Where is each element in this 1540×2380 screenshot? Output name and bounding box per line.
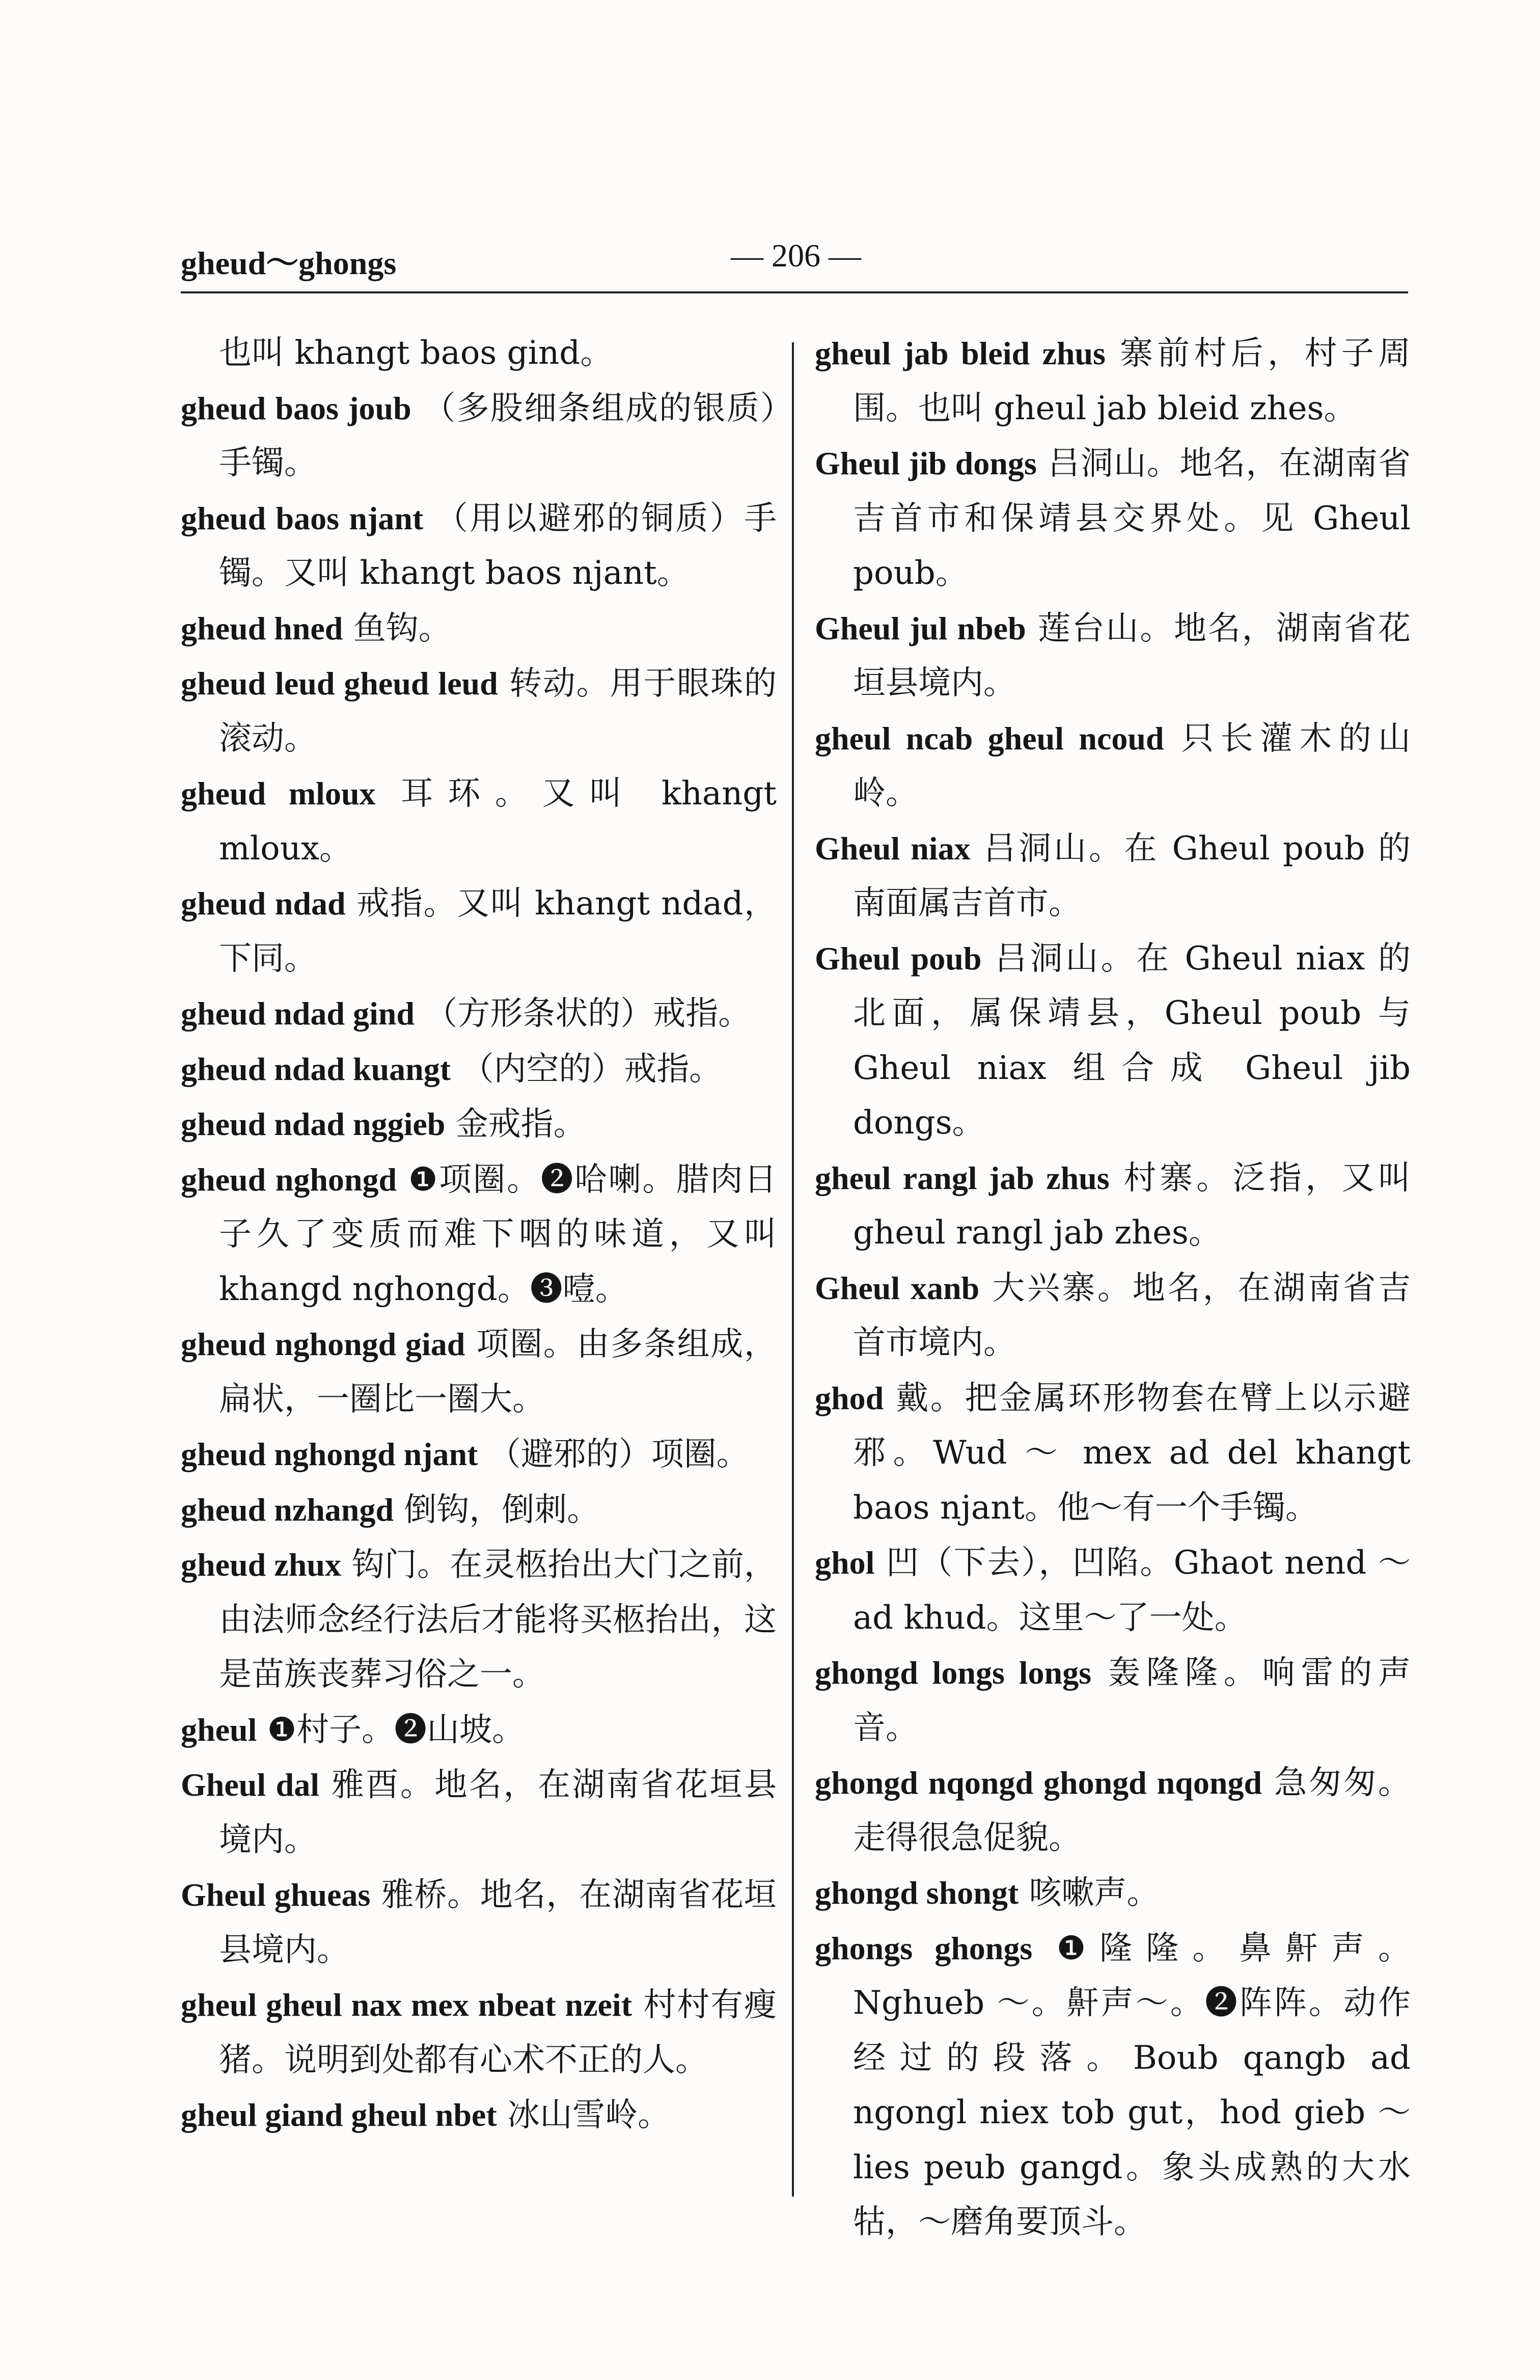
entry-headword: gheud baos joub — [181, 390, 411, 426]
entry-definition: 转动。用于眼珠的滚动。 — [219, 665, 777, 758]
entry-headword: gheud nghongd — [181, 1161, 397, 1198]
dictionary-entry — [181, 491, 777, 601]
entry-definition: 戒指。又叫 khangt ndad，下同。 — [219, 885, 777, 978]
entry-headword: Gheul poub — [815, 940, 982, 977]
entry-headword: Gheul jib dongs — [815, 445, 1037, 481]
entry-headword: ghod — [815, 1380, 884, 1416]
entry-headword: Gheul xanb — [815, 1269, 980, 1306]
dictionary-entry — [181, 1152, 777, 1317]
dictionary-entry — [181, 1427, 777, 1482]
dictionary-entry — [181, 1482, 777, 1538]
running-head: gheud～ghongs — [181, 245, 397, 281]
dictionary-entry — [181, 326, 777, 381]
entry-definition: 雅酉。地名，在湖南省花垣县境内。 — [219, 1766, 777, 1859]
entry-headword: gheul jab bleid zhus — [815, 335, 1106, 371]
entry-headword: gheud hned — [181, 610, 343, 646]
entry-definition: ❶项圈。❷哈喇。腊肉日子久了变质而难下咽的味道，又叫 khangd nghongd。❸噎。 — [219, 1160, 777, 1308]
entry-headword: gheud nzhangd — [181, 1491, 394, 1528]
entry-definition: （方形条状的）戒指。 — [425, 995, 751, 1033]
dictionary-entry — [181, 986, 777, 1042]
entry-definition: 莲台山。地名，湖南省花垣县境内。 — [853, 609, 1411, 702]
entry-definition: 吕洞山。在 Gheul poub 的南面属吉首市。 — [853, 829, 1411, 922]
entry-headword: gheud nghongd giad — [181, 1326, 465, 1362]
dictionary-entry — [181, 1537, 777, 1702]
left-column — [181, 326, 777, 2143]
entry-headword: gheud zhux — [181, 1547, 341, 1583]
entry-definition: ❶隆隆。鼻鼾声。Nghueb ～。鼾声～。❷阵阵。动作经过的段落。Boub qangb ad ngongl niex tob gut，hod gieb ～ lies peub gangd。象头成熟的大水牯，～磨角要顶斗。 — [853, 1929, 1411, 2241]
entry-definition: 凹（下去），凹陷。Ghaot nend ～ ad khud。这里～了一处。 — [853, 1544, 1411, 1637]
entry-definition: 轰隆隆。响雷的声音。 — [853, 1654, 1411, 1747]
dictionary-entry — [815, 436, 1411, 601]
dictionary-entry — [181, 381, 777, 491]
entry-headword: gheud ndad nggieb — [181, 1106, 446, 1142]
dictionary-entry — [181, 876, 777, 986]
dictionary-entry — [181, 1097, 777, 1152]
entry-headword: ghol — [815, 1545, 875, 1581]
dictionary-entry — [815, 931, 1411, 1151]
entry-definition: 村寨。泛指，又叫 gheul rangl jab zhes。 — [853, 1159, 1411, 1252]
dictionary-entry — [815, 1921, 1411, 2250]
entry-headword: gheud nghongd njant — [181, 1436, 478, 1472]
dictionary-entry — [181, 1702, 777, 1758]
dictionary-entry — [815, 1535, 1411, 1645]
column-divider — [792, 342, 794, 2197]
entry-definition: （内空的）戒指。 — [461, 1050, 722, 1088]
entry-definition: 村村有瘦猪。说明到处都有心术不正的人。 — [219, 1986, 777, 2079]
dictionary-entry — [815, 711, 1411, 821]
entry-headword: gheud leud gheud leud — [181, 665, 498, 701]
entry-definition: 也叫 khangt baos gind。 — [219, 334, 613, 372]
entry-definition: 金戒指。 — [455, 1105, 586, 1143]
dictionary-entry — [815, 1371, 1411, 1536]
entry-definition: 只长灌木的山岭。 — [853, 719, 1411, 812]
entry-headword: ghongd shongt — [815, 1875, 1019, 1911]
dictionary-entry — [181, 2088, 777, 2143]
entry-headword: gheud ndad gind — [181, 995, 415, 1032]
entry-headword: Gheul dal — [181, 1767, 320, 1803]
entry-definition: 倒钩，倒刺。 — [404, 1491, 600, 1529]
dictionary-entry — [815, 1151, 1411, 1261]
entry-headword: Gheul niax — [815, 830, 971, 867]
entry-headword: gheud ndad kuangt — [181, 1050, 451, 1087]
dictionary-entry — [181, 1978, 777, 2088]
entry-definition: 钩门。在灵柩抬出大门之前，由法师念经行法后才能将买柩抬出，这是苗族丧葬习俗之一。 — [219, 1546, 777, 1693]
entry-headword: Gheul ghueas — [181, 1877, 371, 1913]
entry-definition: 戴。把金属环形物套在臂上以示避邪。Wud ～ mex ad del khangt baos njant。他～有一个手镯。 — [853, 1379, 1411, 1527]
entry-headword: gheul — [181, 1711, 257, 1748]
entry-headword: gheud baos njant — [181, 500, 424, 536]
entry-definition: 耳环。又叫 khangt mloux。 — [219, 775, 777, 868]
entry-headword: gheul ncab gheul ncoud — [815, 720, 1164, 756]
entry-definition: （避邪的）项圈。 — [488, 1436, 749, 1473]
entry-definition: 项圈。由多条组成，扁状，一圈比一圈大。 — [219, 1326, 777, 1418]
dictionary-entry — [815, 821, 1411, 931]
page-header — [181, 232, 1408, 293]
entry-headword: Gheul jul nbeb — [815, 610, 1026, 646]
entry-definition: 鱼钩。 — [353, 609, 451, 647]
dictionary-entry — [815, 601, 1411, 711]
dictionary-entry — [815, 1645, 1411, 1755]
dictionary-entry — [181, 1042, 777, 1097]
entry-definition: 寨前村后，村子周围。也叫 gheul jab bleid zhes。 — [853, 335, 1411, 427]
entry-definition: 吕洞山。在 Gheul niax 的北面，属保靖县，Gheul poub 与 Gheul niax 组合成 Gheul jib dongs。 — [853, 939, 1411, 1142]
right-column — [815, 326, 1411, 2250]
entry-headword: gheud mloux — [181, 775, 376, 812]
dictionary-entry — [181, 1317, 777, 1427]
entry-headword: gheul rangl jab zhus — [815, 1159, 1110, 1196]
entry-definition: （用以避邪的铜质）手镯。又叫 khangt baos njant。 — [219, 499, 777, 592]
header-rule — [181, 291, 1408, 293]
entry-definition: 咳嗽声。 — [1029, 1874, 1160, 1912]
page-number: — 206 — — [731, 237, 861, 274]
dictionary-entry — [181, 656, 777, 766]
dictionary-entry — [815, 326, 1411, 436]
entry-headword: gheul giand gheul nbet — [181, 2097, 497, 2133]
entry-definition: （多股细条组成的银质）手镯。 — [219, 389, 777, 482]
dictionary-entry — [815, 1261, 1411, 1371]
entry-definition: 大兴寨。地名，在湖南省吉首市境内。 — [853, 1269, 1411, 1362]
entry-headword: ghongd longs longs — [815, 1655, 1092, 1691]
entry-definition: 冰山雪岭。 — [507, 2096, 670, 2134]
entry-definition: 吕洞山。地名，在湖南省吉首市和保靖县交界处。见 Gheul poub。 — [853, 445, 1411, 592]
dictionary-entry — [815, 1755, 1411, 1865]
entry-definition: 雅桥。地名，在湖南省花垣县境内。 — [219, 1876, 777, 1969]
entry-headword: ghongs ghongs — [815, 1930, 1033, 1966]
entry-headword: gheul gheul nax mex nbeat nzeit — [181, 1987, 632, 2023]
entry-definition: 急匆匆。走得很急促貌。 — [853, 1764, 1411, 1857]
entry-headword: gheud ndad — [181, 885, 346, 922]
dictionary-entry — [181, 601, 777, 657]
dictionary-entry — [181, 1868, 777, 1978]
entry-headword: ghongd nqongd ghongd nqongd — [815, 1765, 1262, 1801]
dictionary-entry — [181, 766, 777, 876]
dictionary-entry — [181, 1757, 777, 1868]
entry-definition: ❶村子。❷山坡。 — [267, 1711, 525, 1749]
dictionary-entry — [815, 1865, 1411, 1921]
